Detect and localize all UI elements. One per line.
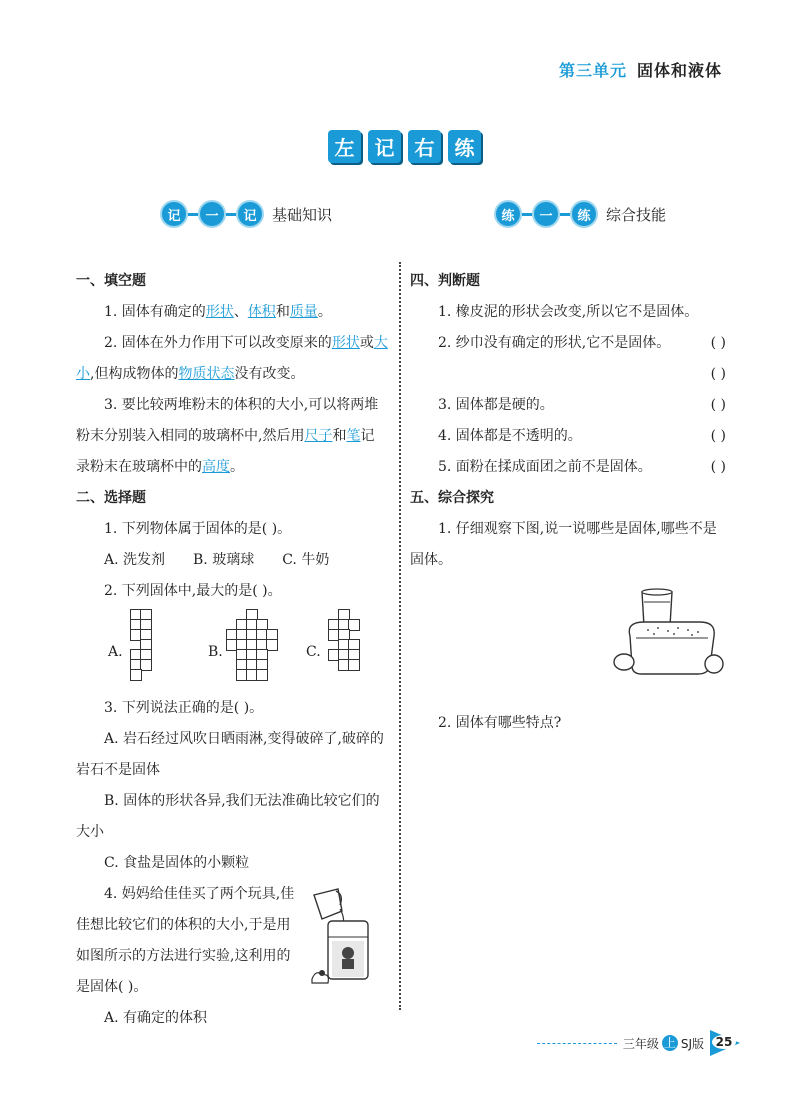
cube (348, 659, 360, 671)
option: C. 牛奶 (282, 552, 330, 568)
inquiry-q1: 1. 仔细观察下图,说一说哪些是固体,哪些不是固体。 (410, 521, 717, 568)
section-basic-knowledge (160, 200, 332, 228)
answer: 大小 (76, 335, 388, 382)
banner-char: 练 (448, 130, 481, 163)
choice-q3-option-a: A. 岩石经过风吹日晒雨淋,变得破碎了,破碎的岩石不是固体 (76, 731, 384, 778)
inquiry-title: 五、综合探究 (410, 490, 494, 506)
column-divider (399, 262, 401, 1010)
fill-blank-item-3: 3. 要比较两堆粉末的体积的大小,可以将两堆粉末分别装入相同的玻璃杯中,然后用尺子和笔记录粉末在玻璃杯中的高度。 (76, 397, 379, 475)
choice-q4-option-a: A. 有确定的体积 (104, 1010, 208, 1026)
answer: 笔 (346, 428, 361, 444)
judge-item-5: 5. 面粉在揉成面团之前不是固体。 ( ) (410, 452, 726, 483)
answer: 形状 (205, 304, 234, 320)
judge-title: 四、判断题 (410, 273, 480, 289)
judge-item-3: 3. 固体都是硬的。 ( ) (410, 390, 726, 421)
fill-blank-item-2: 2. 固体在外力作用下可以改变原来的形状或大小,但构成物体的物质状态没有改变。 (76, 335, 388, 382)
unit-label: 第三单元 (558, 61, 627, 80)
page-number: 25 (712, 1035, 736, 1049)
cube (256, 669, 268, 681)
cube (130, 669, 142, 681)
bubble-char: 记 (236, 200, 264, 228)
option: A. (108, 644, 123, 660)
banner-char: 记 (368, 130, 401, 163)
footer-dashed-line (537, 1043, 617, 1044)
choice-q3: 3. 下列说法正确的是( )。 (104, 700, 264, 716)
bubble-char: 一 (198, 200, 226, 228)
term-badge: 上 (663, 1036, 676, 1050)
answer: 质量 (289, 304, 318, 320)
answer-bracket: ( ) (710, 335, 726, 351)
bubble-char: 练 (494, 200, 522, 228)
answer-bracket: ( ) (710, 428, 726, 444)
water-displacement-figure (308, 881, 380, 991)
inquiry-q2: 2. 固体有哪些特点? (438, 715, 562, 731)
section-label: 基础知识 (272, 205, 333, 224)
option: B. 玻璃球 (193, 552, 255, 568)
answer-bracket: ( ) (710, 459, 726, 475)
page-number-arrow (710, 1030, 740, 1056)
grade-label: 三年级 (622, 1036, 659, 1051)
choice-q1: 1. 下列物体属于固体的是( )。 (104, 521, 292, 537)
banner-char: 右 (408, 130, 441, 163)
option: B. (208, 644, 223, 660)
answer-bracket: ( ) (710, 397, 726, 413)
banner-title (328, 130, 481, 163)
topic-label: 固体和液体 (636, 61, 722, 80)
choice-q2: 2. 下列固体中,最大的是( )。 (104, 583, 282, 599)
banner-char: 左 (328, 130, 361, 163)
food-solids-figure (612, 586, 724, 682)
judge-item-2: 2. 纱巾没有确定的形状,它不是固体。 (438, 335, 671, 351)
fill-blank-item-1: 1. 固体有确定的形状、体积和质量。 (104, 304, 332, 320)
option: C. (306, 644, 321, 660)
bubble-char: 练 (570, 200, 598, 228)
answer: 体积 (247, 304, 276, 320)
answer: 高度 (202, 459, 230, 475)
judge-item-1: 1. 橡皮泥的形状会改变,所以它不是固体。 ( ) (410, 297, 726, 328)
page-footer (537, 1030, 740, 1056)
edition-label: SJ版 (680, 1036, 704, 1051)
fill-blank-title: 一、填空题 (76, 273, 146, 289)
left-column (76, 266, 388, 1034)
section-label: 综合技能 (606, 205, 667, 224)
answer-bracket: ( ) (710, 366, 726, 382)
option: A. 洗发剂 (104, 552, 166, 568)
choice-q3-option-c: C. 食盐是固体的小颗粒 (104, 855, 250, 871)
choice-q1-options (76, 545, 388, 576)
answer: 尺子 (304, 428, 333, 444)
section-skills (494, 200, 666, 228)
bubble-char: 记 (160, 200, 188, 228)
page-header (559, 58, 722, 81)
bubble-char: 一 (532, 200, 560, 228)
choice-title: 二、选择题 (76, 490, 146, 506)
cube-options-figure (76, 609, 388, 689)
right-column (410, 266, 726, 739)
judge-item-4: 4. 固体都是不透明的。 ( ) (410, 421, 726, 452)
answer: 形状 (331, 335, 360, 351)
choice-q3-option-b: B. 固体的形状各异,我们无法准确比较它们的大小 (76, 793, 380, 840)
choice-q4: 4. 妈妈给佳佳买了两个玩具,佳佳想比较它们的体积的大小,于是用如图所示的方法进行实验,这利用的是固体( )。 (76, 886, 295, 995)
answer: 物质状态 (178, 366, 235, 382)
